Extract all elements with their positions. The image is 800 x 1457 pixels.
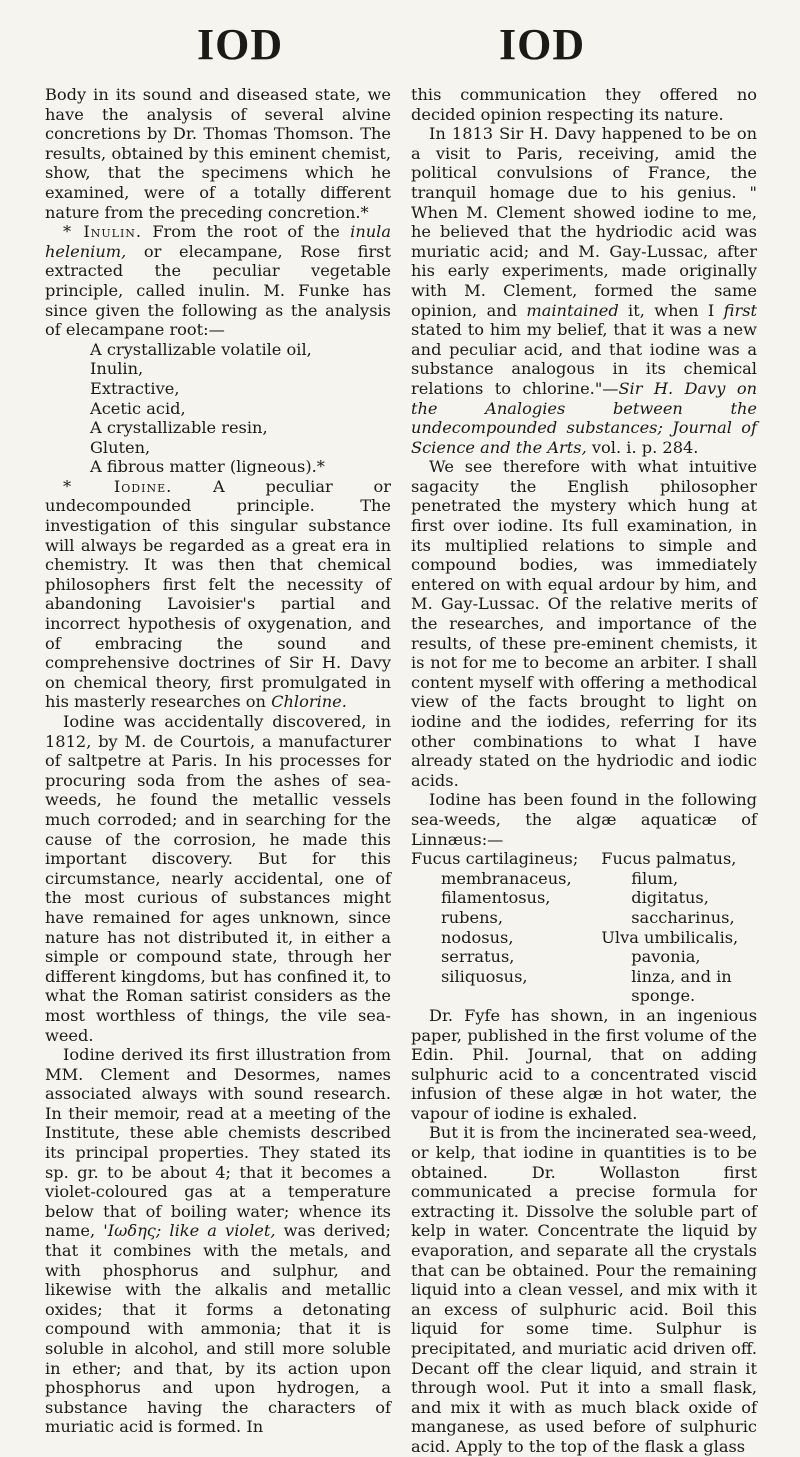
list-item: Inulin, xyxy=(90,359,144,379)
header-right-word: IOD xyxy=(499,20,586,69)
table-row: sponge. xyxy=(631,986,696,1006)
latin-name: inula helenium, xyxy=(45,222,391,261)
left-column xyxy=(45,85,391,1437)
running-header xyxy=(0,0,800,70)
entry-heading-iodine: * Iodine. xyxy=(63,476,173,496)
entry-heading-inulin: * Inulin. xyxy=(63,222,143,242)
list-item: Acetic acid, xyxy=(90,398,186,418)
paragraph-body-concretions: Body in its sound and diseased state, we have the analysis of several alvine concretions by Dr. Thomas Thomson. The results, obtained by this eminent chemist, show, that the specimens which he examined, were of a totally different nature from the preceding concretion.* xyxy=(45,85,391,222)
paragraph-fyfe: Dr. Fyfe has shown, in an ingenious paper, published in the first volume of the Edin. Phil. Journal, that on adding sulphuric acid to a concentrated viscid infusion of these algæ in hot water, the vapour of iodine is exhaled. xyxy=(411,1005,757,1123)
paragraph-name-origin: Iodine derived its first illustration from MM. Clement and Desormes, names associated always with sound research. In their memoir, read at a meeting of the Institute, these able chemists described its principal properties. They stated its sp. gr. to be about 4; that it becomes a violet-coloured gas at a temperature below that of boiling water; whence its name, 'Ιωδης; like a violet, was derived; that it combines with the metals, and with phosphorus and sulphur, and likewise with the alkalis and metallic oxides; that it forms a detonating compound with ammonia; that it is soluble in alcohol, and still more soluble in ether; and that, by its action upon phosphorus and upon hydrogen, a substance having the characters of muriatic acid is formed. In xyxy=(45,1045,391,1437)
algae-table xyxy=(411,849,757,1006)
list-item: A crystallizable resin, xyxy=(90,418,268,438)
paragraph-kelp-extraction: But it is from the incinerated sea-weed, or kelp, that iodine in quantities is to be obtained. Dr. Wollaston first communicated a precise formula for extracting it. Dissolve the soluble part of kelp in water. Concentrate the liquid by evaporation, and separate all the crystals that can be obtained. Pour the remaining liquid into a clean vessel, and mix with it an excess of sulphuric acid. Boil this liquid for some time. Sulphur is precipitated, and muriatic acid driven off. Decant off the clear liquid, and strain it through wool. Put it into a small flask, and mix it with as much black oxide of manganese, as used before of sulphuric acid. Apply to the top of the flask a glass xyxy=(411,1123,757,1456)
elecampane-analysis-list xyxy=(45,340,391,477)
table-row: siliquosus, linza, and in xyxy=(441,966,732,986)
entry-iodine: * Iodine. A peculiar or undecompounded principle. The investigation of this singular substance will always be regarded as a great era in chemistry. It was then that chemical philosophers first felt the necessity of abandoning Lavoisier's partial and incorrect hypothesis of oxygenation, and of embracing the sound and comprehensive doctrines of Sir H. Davy on chemical theory, first promulgated in his masterly researches on Chlorine. xyxy=(45,476,391,712)
paragraph-sea-weeds: Iodine has been found in the following sea-weeds, the algæ aquaticæ of Linnæus:— xyxy=(411,790,757,849)
table-row: nodosus, Ulva umbilicalis, xyxy=(441,927,739,947)
chlorine-reference: Chlorine. xyxy=(271,692,347,712)
table-row: rubens, saccharinus, xyxy=(441,907,735,927)
paragraph-davy-quote: In 1813 Sir H. Davy happened to be on a visit to Paris, receiving, amid the political convulsions of France, the tranquil homage due to his genius. " When M. Clement showed iodine to me, he believed that the hydriodic acid was muriatic acid; and M. Gay-Lussac, after his early experiments, made originally with M. Clement, formed the same opinion, and maintained it, when I first stated to him my belief, that it was a new and peculiar acid, and that iodine was a substance analogous in its chemical relations to chlorine."—Sir H. Davy on the Analogies between the undecompounded substances; Journal of Science and the Arts, vol. i. p. 284. xyxy=(411,124,758,457)
right-column xyxy=(411,85,757,1457)
entry-inulin: * Inulin. From the root of the inula helenium, or elecampane, Rose first extracted the peculiar vegetable principle, called inulin. M. Funke has since given the following as the analysis of elecampane root:— xyxy=(45,222,391,340)
paragraph-sagacity: We see therefore with what intuitive sagacity the English philosopher penetrated the mystery which hung at first over iodine. Its full examination, in its multiplied relations to simple and compound bodies, was immediately entered on with equal ardour by him, and M. Gay-Lussac. Of the relative merits of the researches, and importance of the results, of these pre-eminent chemists, it is not for me to become an arbiter. I shall content myself with offering a methodical view of the facts brought to light on iodine and the iodides, referring for its other combinations to what I have already stated on the hydriodic and iodic acids. xyxy=(411,457,757,790)
paragraph-discovery: Iodine was accidentally discovered, in 1812, by M. de Courtois, a manufacturer of saltpetre at Paris. In his processes for procuring soda from the ashes of sea-weeds, he found the metallic vessels much corroded; and in searching for the cause of the corrosion, he made this important discovery. But for this circumstance, nearly accidental, one of the most curious of substances might have remained for ages unknown, since nature has not distributed it, in either a simple or compound state, through her different kingdoms, but has confined it, to what the Roman satirist considers as the most worthless of things, the vile sea-weed. xyxy=(45,712,391,1045)
citation: Sir H. Davy on the Analogies between the undecompounded substances; Journal of Science and the Arts, xyxy=(411,378,758,457)
list-item: Extractive, xyxy=(90,378,180,398)
table-row: serratus, pavonia, xyxy=(441,947,701,967)
table-row: membranaceus, filum, xyxy=(441,868,679,888)
list-item: A crystallizable volatile oil, xyxy=(90,339,312,359)
table-row: filamentosus, digitatus, xyxy=(441,888,709,908)
greek-etymology: 'Ιωδης; like a violet, xyxy=(103,1221,276,1241)
table-row: Fucus cartilagineus; Fucus palmatus, xyxy=(411,849,737,869)
header-left-word: IOD xyxy=(197,20,284,69)
list-item: A fibrous matter (ligneous).* xyxy=(90,457,325,477)
paragraph-continuation: this communication they offered no decided opinion respecting its nature. xyxy=(411,85,757,124)
list-item: Gluten, xyxy=(90,437,151,457)
